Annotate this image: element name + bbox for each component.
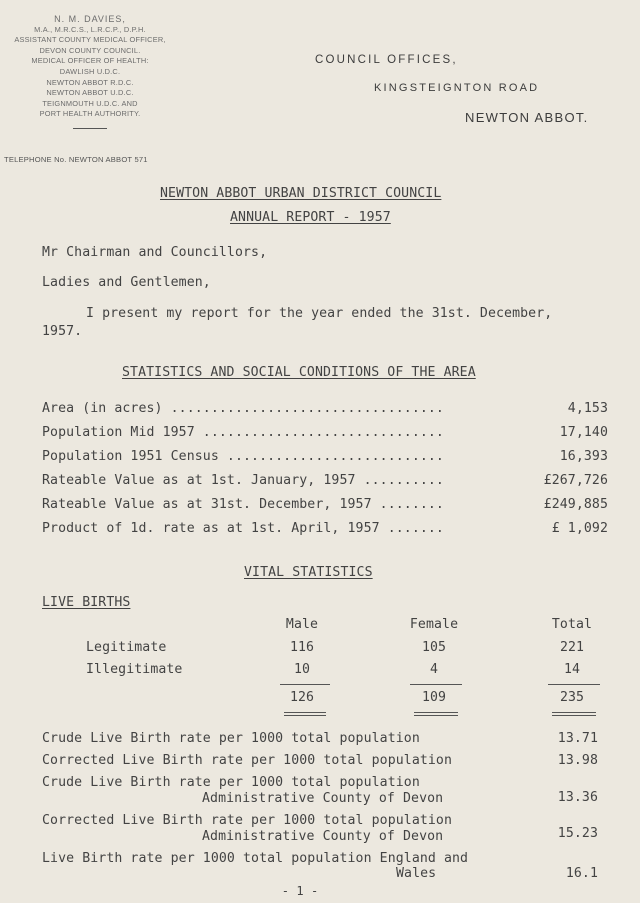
rate-value-crude-local: 13.71 bbox=[557, 731, 598, 746]
column-header-female: Female bbox=[409, 617, 459, 632]
stat-value-rateable-jan: £267,726 bbox=[543, 473, 608, 488]
rate-value-corrected-local: 13.98 bbox=[557, 753, 598, 768]
letterhead-address-3: NEWTON ABBOT. bbox=[465, 110, 589, 125]
rate-label-crude-county: Crude Live Birth rate per 1000 total population bbox=[42, 775, 420, 790]
male-double-rule bbox=[284, 712, 326, 716]
letterhead-address-1: COUNCIL OFFICES, bbox=[315, 54, 458, 66]
stat-label-rateable-jan: Rateable Value as at 1st. January, 1957 .......... bbox=[42, 473, 444, 488]
letterhead-address-2: KINGSTEIGNTON ROAD bbox=[374, 82, 540, 94]
salutation-line-1: Mr Chairman and Councillors, bbox=[42, 245, 268, 260]
legitimate-female: 105 bbox=[421, 640, 447, 655]
vital-statistics-heading: VITAL STATISTICS bbox=[244, 565, 373, 580]
letterhead-line: ASSISTANT COUNTY MEDICAL OFFICER, bbox=[14, 35, 166, 45]
letterhead-line: PORT HEALTH AUTHORITY. bbox=[39, 109, 141, 119]
letterhead-line: DEVON COUNTY COUNCIL. bbox=[39, 45, 141, 55]
report-title: ANNUAL REPORT - 1957 bbox=[230, 210, 391, 225]
stat-value-penny-rate: £ 1,092 bbox=[551, 521, 608, 536]
letterhead-line: DAWLISH U.D.C. bbox=[59, 66, 121, 76]
letterhead-left bbox=[0, 14, 180, 134]
rate-value-england-wales: 16.1 bbox=[565, 866, 598, 881]
council-title: NEWTON ABBOT URBAN DISTRICT COUNCIL bbox=[160, 186, 442, 201]
column-header-male: Male bbox=[285, 617, 319, 632]
row-label-legitimate: Legitimate bbox=[86, 640, 167, 655]
total-all: 235 bbox=[559, 690, 585, 705]
stat-label-population-mid: Population Mid 1957 .............................. bbox=[42, 425, 444, 440]
rate-value-crude-county: 13.36 bbox=[557, 790, 598, 805]
letterhead-line: NEWTON ABBOT U.D.C. bbox=[46, 88, 134, 98]
rate-label-corrected-local: Corrected Live Birth rate per 1000 total population bbox=[42, 753, 453, 768]
salutation-line-2: Ladies and Gentlemen, bbox=[42, 275, 211, 290]
stat-value-population-census: 16,393 bbox=[559, 449, 608, 464]
rate-label-corrected-county-line2: Administrative County of Devon bbox=[202, 829, 444, 844]
live-births-heading: LIVE BIRTHS bbox=[42, 595, 131, 610]
grand-double-rule bbox=[552, 712, 596, 716]
letterhead-name: N. M. DAVIES, bbox=[54, 14, 126, 24]
female-total-rule bbox=[410, 684, 462, 685]
stat-label-rateable-dec: Rateable Value as at 31st. December, 1957 ........ bbox=[42, 497, 444, 512]
rate-label-corrected-county: Corrected Live Birth rate per 1000 total population bbox=[42, 813, 453, 828]
stat-value-area: 4,153 bbox=[567, 401, 608, 416]
rate-label-england-wales: Live Birth rate per 1000 total population England and bbox=[42, 851, 469, 866]
illegitimate-male: 10 bbox=[293, 662, 311, 677]
total-male: 126 bbox=[289, 690, 315, 705]
stat-label-area: Area (in acres) .................................. bbox=[42, 401, 444, 416]
total-female: 109 bbox=[421, 690, 447, 705]
statistics-heading: STATISTICS AND SOCIAL CONDITIONS OF THE AREA bbox=[122, 365, 476, 380]
rate-label-england-wales-line2: Wales bbox=[396, 866, 437, 881]
illegitimate-total: 14 bbox=[563, 662, 581, 677]
legitimate-total: 221 bbox=[559, 640, 585, 655]
stat-value-population-mid: 17,140 bbox=[559, 425, 608, 440]
male-total-rule bbox=[280, 684, 330, 685]
rate-label-crude-county-line2: Administrative County of Devon bbox=[202, 791, 444, 806]
stat-label-penny-rate: Product of 1d. rate as at 1st. April, 1957 ....... bbox=[42, 521, 444, 536]
grand-total-rule bbox=[548, 684, 600, 685]
rate-label-crude-local: Crude Live Birth rate per 1000 total population bbox=[42, 731, 420, 746]
letterhead-qualifications: M.A., M.R.C.S., L.R.C.P., D.P.H. bbox=[34, 24, 146, 34]
female-double-rule bbox=[414, 712, 458, 716]
stat-label-population-census: Population 1951 Census ........................... bbox=[42, 449, 444, 464]
letterhead-telephone: TELEPHONE No. NEWTON ABBOT 571 bbox=[4, 155, 148, 164]
intro-line-1: I present my report for the year ended the 31st. December, bbox=[86, 306, 553, 321]
intro-line-2: 1957. bbox=[42, 324, 83, 339]
letterhead-line: MEDICAL OFFICER OF HEALTH: bbox=[31, 56, 149, 66]
letterhead-divider bbox=[73, 128, 107, 129]
letterhead-line: TEIGNMOUTH U.D.C. AND bbox=[42, 98, 138, 108]
rate-value-corrected-county: 15.23 bbox=[557, 826, 598, 841]
illegitimate-female: 4 bbox=[429, 662, 439, 677]
legitimate-male: 116 bbox=[289, 640, 315, 655]
row-label-illegitimate: Illegitimate bbox=[86, 662, 183, 677]
letterhead-line: NEWTON ABBOT R.D.C. bbox=[46, 77, 134, 87]
stat-value-rateable-dec: £249,885 bbox=[543, 497, 608, 512]
column-header-total: Total bbox=[551, 617, 593, 632]
page-number: - 1 - bbox=[281, 884, 319, 898]
